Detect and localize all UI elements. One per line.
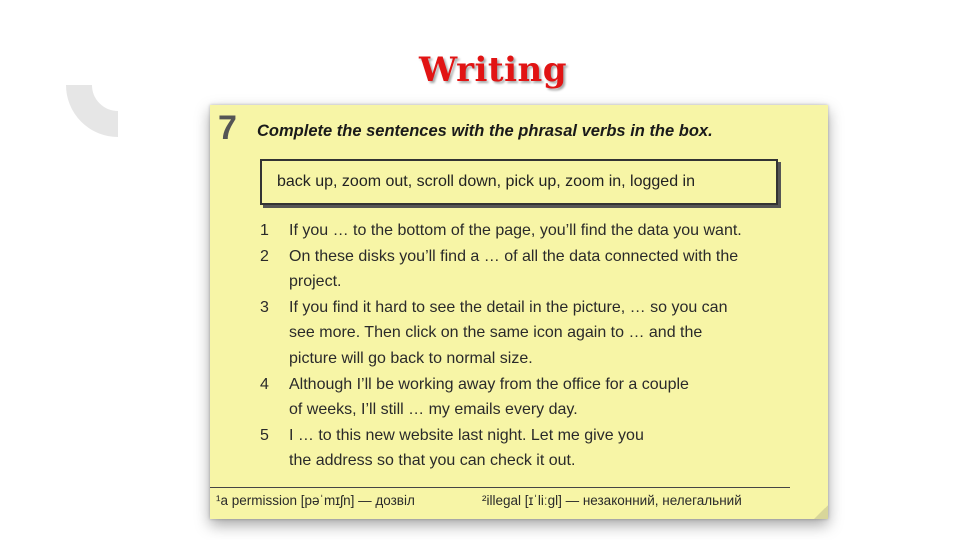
sentence-item [260, 423, 820, 474]
sentence-item [260, 218, 820, 244]
sentence-number: 3 [260, 298, 269, 316]
slide-title: Writing [418, 50, 568, 90]
sentence-item [260, 244, 820, 295]
sentence-number: 4 [260, 375, 269, 393]
sentence-text: Although I’ll be working away from the office for a couple [289, 375, 689, 393]
exercise-card [210, 105, 828, 519]
decorative-arc [66, 83, 166, 183]
sentence-item [260, 372, 820, 423]
footnote-1: ¹a permission [pəˈmɪʃn] — дозвіл [216, 493, 415, 508]
footnote-2: ²illegal [ɪˈliːgl] — незаконний, нелегальний [482, 493, 742, 508]
sentence-text: picture will go back to normal size. [289, 349, 533, 367]
footnote-divider [210, 487, 790, 488]
sentence-text: the address so that you can check it out. [289, 452, 576, 470]
sentence-text: project. [289, 273, 342, 291]
sentence-text: of weeks, I’ll still … my emails every day. [289, 401, 578, 419]
sentence-number: 1 [260, 222, 269, 239]
sentence-list [260, 218, 820, 474]
sentence-text: see more. Then click on the same icon again to … and the [289, 324, 703, 342]
sentence-text: If you find it hard to see the detail in the picture, … so you can [289, 298, 728, 316]
exercise-number: 7 [218, 109, 237, 147]
phrasal-verbs-list: back up, zoom out, scroll down, pick up, zoom in, logged in [277, 173, 695, 190]
exercise-instruction: Complete the sentences with the phrasal verbs in the box. [257, 122, 713, 140]
sentence-number: 2 [260, 247, 269, 265]
sentence-text: On these disks you’ll find a … of all the data connected with the [289, 247, 739, 265]
sentence-text: If you … to the bottom of the page, you’ll find the data you want. [289, 222, 742, 239]
sentence-number: 5 [260, 426, 269, 444]
phrasal-verbs-box [260, 159, 778, 205]
sentence-item [260, 295, 820, 372]
page-curl [814, 505, 828, 519]
sentence-text: I … to this new website last night. Let me give you [289, 426, 644, 444]
